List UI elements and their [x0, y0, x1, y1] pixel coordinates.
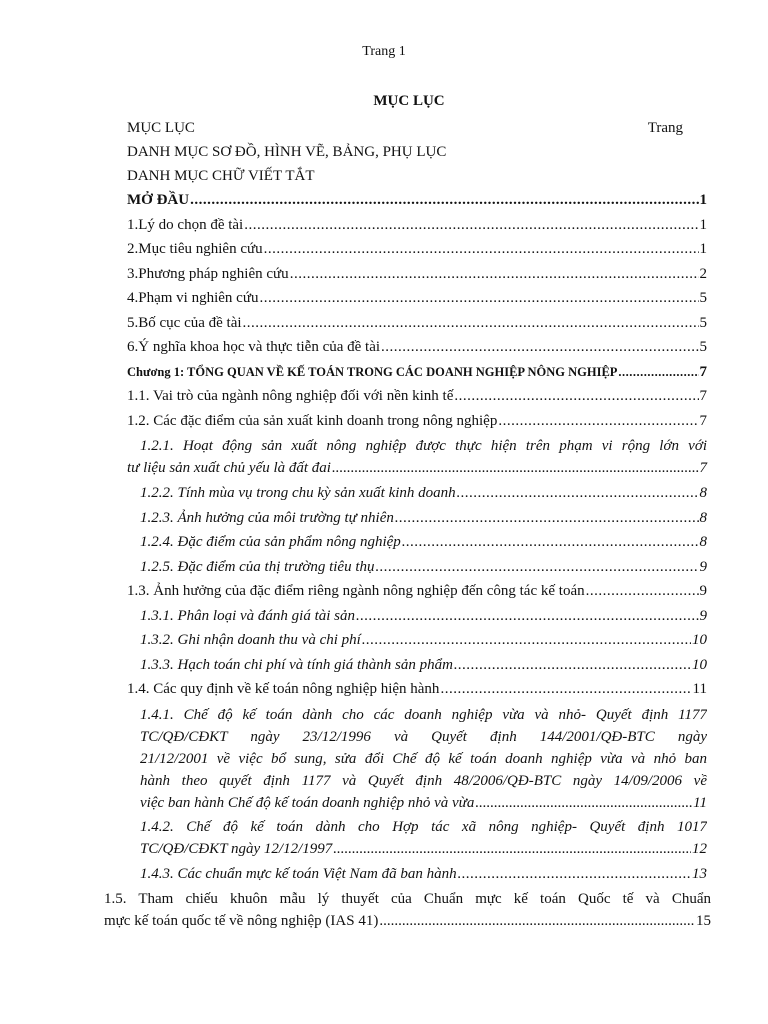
toc-entry-page: 8	[699, 485, 707, 501]
toc-entry[interactable]	[127, 286, 707, 311]
toc-entry-1-3-1[interactable]	[127, 604, 707, 629]
toc-front-text: MỤC LỤC	[127, 120, 195, 136]
toc-entry-last-line	[127, 457, 707, 479]
toc-front-text: DANH MỤC SƠ ĐỒ, HÌNH VẼ, BẢNG, PHỤ LỤC	[127, 144, 447, 160]
dot-leader	[381, 335, 698, 360]
toc-entry-text: Mục tiêu nghiên cứu	[138, 241, 263, 257]
dot-leader	[244, 213, 698, 238]
toc-entry-page: 10	[692, 632, 707, 648]
dot-leader	[440, 677, 691, 702]
toc-entry-text: 1.2.4. Đặc điểm của sản phẩm nông nghiệp	[140, 534, 401, 550]
dot-leader	[458, 862, 691, 887]
toc-entry-number: 5.	[127, 314, 139, 331]
toc-entry-text: Bố cục của đề tài	[138, 314, 242, 331]
toc-entry-text: mực kế toán quốc tế về nông nghiệp (IAS 41)	[104, 913, 379, 929]
dot-leader	[243, 311, 699, 336]
toc-page-header: Trang	[647, 120, 683, 136]
toc-entry-1-2-3[interactable]	[127, 506, 707, 531]
toc-content	[104, 116, 711, 932]
dot-leader	[259, 286, 698, 311]
toc-entry[interactable]	[127, 213, 707, 238]
toc-entry-last-line	[140, 838, 707, 860]
toc-entry-number: 4.	[127, 290, 139, 306]
toc-entry-text: hành theo quyết định 1177 và Quyết định 48/2006/QĐ-BTC ngày 14/09/2006 về	[140, 772, 707, 789]
toc-entry-text: MỞ ĐẦU	[127, 192, 190, 208]
toc-entry-page: 8	[699, 509, 707, 526]
dot-leader	[498, 409, 698, 434]
toc-entry-text: 1.4.2. Chế độ kế toán dành cho Hợp tác xã nông nghiệp- Quyết định 1017	[140, 818, 707, 835]
toc-entry-page: 2	[699, 265, 707, 282]
toc-entry-1-3[interactable]	[127, 579, 707, 604]
dot-leader	[618, 360, 698, 385]
toc-front-row	[127, 116, 707, 140]
toc-entry-1-4-3[interactable]	[127, 862, 707, 887]
toc-entry-text: Phương pháp nghiên cứu	[138, 265, 289, 282]
toc-entry-1-3-3[interactable]	[127, 653, 707, 678]
dot-leader	[332, 457, 699, 479]
toc-entry-text: Lý do chọn đề tài	[138, 216, 244, 233]
toc-entry[interactable]	[127, 335, 707, 360]
toc-entry-page: 9	[699, 558, 707, 575]
toc-entry-text: 1.4. Các quy định về kế toán nông nghiệp hiện hành	[127, 681, 440, 697]
toc-front-text: DANH MỤC CHỮ VIẾT TẮT	[127, 168, 315, 184]
toc-entry-page: 7	[699, 460, 707, 476]
toc-entry-1-4-2[interactable]	[127, 816, 707, 860]
toc-entry-page: 5	[699, 314, 707, 331]
dot-leader	[333, 838, 691, 860]
dot-leader	[264, 237, 699, 262]
toc-entry-page: 9	[699, 583, 707, 599]
toc-entry-page: 13	[692, 865, 707, 882]
toc-entry-page: 7	[699, 412, 707, 429]
toc-entry-text: 1.2.3. Ảnh hưởng của môi trường tự nhiên	[140, 509, 394, 526]
toc-front-row	[127, 164, 707, 188]
toc-entry-text: Chương 1: TỔNG QUAN VỀ KẾ TOÁN TRONG CÁC DOANH NGHIỆP NÔNG NGHIỆP	[127, 364, 618, 379]
dot-leader	[454, 653, 691, 678]
toc-entry-last-line	[140, 792, 707, 814]
toc-entry-1-1[interactable]	[127, 384, 707, 409]
toc-entry-text: 1.2. Các đặc điểm của sản xuất kinh doanh trong nông nghiệp	[127, 412, 498, 429]
toc-entry-text: TC/QĐ/CĐKT ngày 12/12/1997	[140, 840, 333, 857]
dot-leader	[290, 262, 699, 287]
toc-entry-1-2-4[interactable]	[127, 530, 707, 555]
toc-entry-text: Ý nghĩa khoa học và thực tiễn của đề tài	[138, 339, 381, 355]
dot-leader	[454, 384, 698, 409]
toc-entry-page: 7	[699, 363, 707, 380]
toc-entry-1-2-5[interactable]	[127, 555, 707, 580]
toc-entry-text: 1.2.2. Tính mùa vụ trong chu kỳ sản xuất kinh doanh	[140, 485, 456, 501]
toc-entry-number: 6.	[127, 339, 139, 355]
toc-entry-text: Phạm vi nghiên cứu	[138, 290, 259, 306]
dot-leader	[402, 530, 699, 555]
toc-entry-text: 1.3.3. Hạch toán chi phí và tính giá thành sản phẩm	[140, 656, 453, 673]
toc-entry-number: 1.	[127, 216, 139, 233]
toc-entry-text: 1.3.1. Phân loại và đánh giá tài sản	[140, 607, 355, 624]
toc-entry-text: 1.4.3. Các chuẩn mực kế toán Việt Nam đã ban hành	[140, 865, 457, 882]
dot-leader	[457, 481, 699, 506]
toc-entry-number: 2.	[127, 241, 139, 257]
toc-entry-chapter-1[interactable]	[127, 360, 707, 385]
toc-entry-1-4[interactable]	[127, 677, 707, 702]
toc-entry-text: 1.1. Vai trò của ngành nông nghiệp đối với nền kinh tế	[127, 388, 454, 404]
toc-entry[interactable]	[127, 262, 707, 287]
toc-entry[interactable]	[127, 237, 707, 262]
toc-entry-page: 1	[699, 192, 707, 208]
toc-entry-text: 1.5. Tham chiếu khuôn mẫu lý thuyết của Chuẩn mực kế toán Quốc tế và Chuẩn	[104, 891, 711, 907]
toc-entry-page: 15	[696, 913, 711, 929]
dot-leader	[362, 628, 691, 653]
toc-title: MỤC LỤC	[373, 93, 445, 109]
toc-entry-1-5[interactable]	[104, 888, 711, 932]
toc-entry-text: việc ban hành Chế độ kế toán doanh nghiệp nhỏ và vừa	[140, 794, 475, 811]
toc-entry-intro[interactable]	[127, 188, 707, 213]
toc-entry-page: 8	[699, 534, 707, 550]
toc-entry-text: TC/QĐ/CĐKT ngày 23/12/1996 và Quyết định 144/2001/QĐ-BTC ngày	[140, 728, 707, 745]
toc-entry-page: 11	[692, 681, 707, 697]
toc-entry-page: 9	[699, 607, 707, 624]
dot-leader	[379, 910, 695, 932]
dot-leader	[395, 506, 699, 531]
toc-entry-page: 1	[699, 241, 707, 257]
toc-entry[interactable]	[127, 311, 707, 336]
toc-entry-number: 3.	[127, 265, 139, 282]
toc-front-row	[127, 140, 707, 164]
toc-entry-text: 1.4.1. Chế độ kế toán dành cho các doanh nghiệp vừa và nhỏ- Quyết định 1177	[140, 706, 707, 723]
toc-entry-last-line	[104, 910, 711, 932]
toc-entry-1-4-1[interactable]	[127, 704, 707, 814]
toc-entry-text: 1.3. Ảnh hưởng của đặc điểm riêng ngành nông nghiệp đến công tác kế toán	[127, 583, 585, 599]
dot-leader	[376, 555, 699, 580]
toc-entry-page: 11	[693, 794, 707, 811]
toc-entry-page: 1	[699, 216, 707, 233]
dot-leader	[356, 604, 699, 629]
toc-entry-page: 12	[692, 840, 707, 857]
dot-leader	[190, 188, 698, 213]
toc-entry-1-2[interactable]	[127, 409, 707, 434]
page-number: Trang 1	[362, 44, 406, 59]
toc-entry-text: 1.2.1. Hoạt động sản xuất nông nghiệp được thực hiện trên phạm vi rộng lớn với	[140, 438, 707, 454]
toc-entry-1-3-2[interactable]	[127, 628, 707, 653]
toc-entry-page: 5	[699, 290, 707, 306]
toc-entry-text: 1.3.2. Ghi nhận doanh thu và chi phí	[140, 632, 361, 648]
toc-entry-page: 7	[699, 388, 707, 404]
toc-entry-page: 5	[699, 339, 707, 355]
toc-entry-text: 21/12/2001 về việc bổ sung, sửa đổi Chế độ kế toán doanh nghiệp vừa và nhỏ ban	[140, 750, 707, 767]
toc-entry-1-2-1[interactable]	[127, 435, 707, 479]
toc-entry-page: 10	[692, 656, 707, 673]
dot-leader	[475, 792, 692, 814]
toc-entry-1-2-2[interactable]	[127, 481, 707, 506]
toc-entry-text: 1.2.5. Đặc điểm của thị trường tiêu thụ	[140, 558, 375, 575]
dot-leader	[586, 579, 699, 604]
toc-entry-text: tư liệu sản xuất chủ yếu là đất đai	[127, 460, 331, 476]
